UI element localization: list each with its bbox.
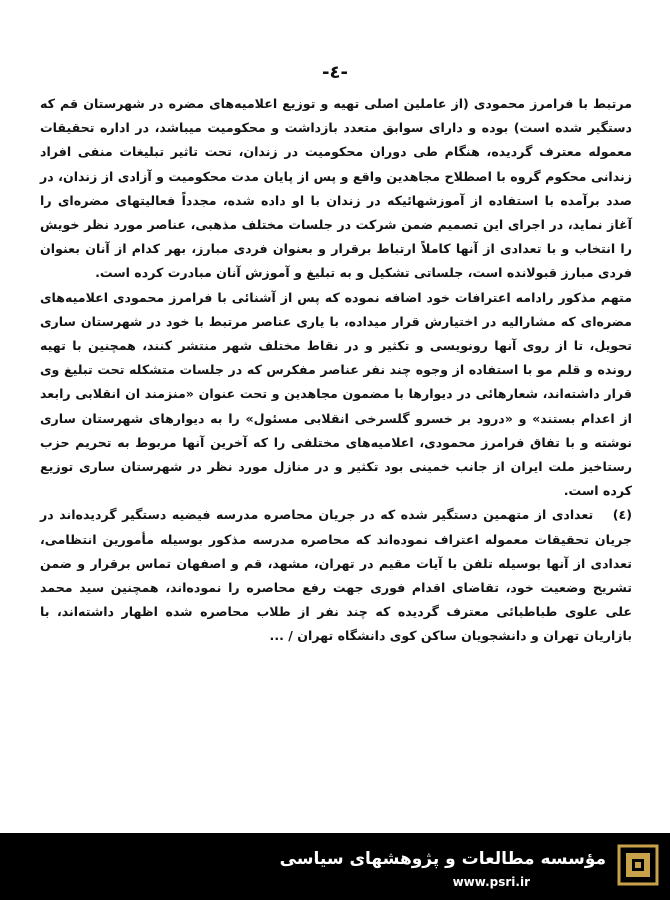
item-number-marker: (٤)	[612, 507, 632, 523]
page-number: -٤-	[322, 62, 348, 83]
paragraph-3-text: تعدادی از متهمین دستگیر شده که در جریان محاصره مدرسه فیضیه دستگیر گردیده‌اند در جریان تحقیقات معموله اعتراف نموده‌اند که محاصره مدرسه مذکور بوسیله مأمورین انتظامی، تعدادی از آنها بوسیله تلفن با آیات مقیم در تهران، مشهد، قم و اصفهان تماس برقرار و ضمن تشریح وضعیت خود، تقاضای اقدام فوری جهت رفع محاصره را نموده‌اند، همچنین سید محمد علی علوی طباطبائی معترف گردیده که چند نفر از طلاب محاصره شده اظهار داشته‌اند، با بازاریان تهران و دانشجویان ساکن کوی دانشگاه تهران / ...	[40, 507, 632, 644]
psri-logo-icon	[616, 843, 660, 887]
paragraph-1-text: مرتبط با فرامرز محمودی (از عاملین اصلی تهیه و توزیع اعلامیه‌های مضره در شهرستان قم که دستگیر شده است) بوده و دارای سوابق متعدد بازداشت و محکومیت میباشد، در اداره تحقیقات معموله معترف گردیده، هنگام طی دوران محکومیت در زندان، تحت تاثیر تبلیغات منفی افراد زندانی محکوم گروه با اصطلاح مجاهدین واقع و پس از پایان مدت محکومیت و آزادی از زندان، در صدد برآمده با استفاده از آموزشهائیکه در زندان با او داده شده، مجدداً فعالیتهای مضره‌ای را آغاز نماید، در اجرای این تصمیم ضمن شرکت در جلسات مختلف مذهبی، عناصر مورد نظر خویش را انتخاب و با تعدادی از آنها کاملاً ارتباط برقرار و بعنوان فردی مبارز، بهر کدام از آنان بعنوان فردی مبارز قبولانده است، جلساتی تشکیل و به تبلیغ و آموزش آنان مبادرت کرده است.	[40, 96, 632, 281]
paragraph-2-text: متهم مذکور رادامه اعترافات خود اضافه نموده که پس از آشنائی با فرامرز محمودی اعلامیه‌های مضره‌ای که مشارالیه در اختیارش قرار میداده، با یاری عناصر مرتبط با خود در شهرستان ساری تحویل، تا از روی آنها رونویسی و تکثیر و در نقاط مختلف شهر منتشر کنند، همچنین با تهیه رونده و قلم مو با استفاده از وجوه چند نفر عناصر مفکرس که در جلسات متشکله تحت تبلیغ وی قرار داشته‌اند، شعارهائی در دیوارها با مضمون مجاهدین و تحت عنوان «منزمند ان انقلابی رابعد از اعدام بستند» و «درود بر خسرو گلسرخی انقلابی مسئول» را به دیوارهای شهرستان ساری نوشته و با تفاق فرامرز محمودی، اعلامیه‌های مختلفی را که آخرین آنها مربوط به تحریم حزب رستاخیز ملت ایران از جانب خمینی بود تکثیر و در منازل مورد نظر در شهرستان ساری توزیع کرده است.	[40, 289, 632, 499]
paragraph-1	[40, 92, 632, 286]
paragraph-2	[40, 286, 632, 504]
paragraph-3	[40, 503, 632, 648]
archive-url: www.psri.ir	[452, 875, 530, 889]
archive-org-name: مؤسسه مطالعات و پژوهشهای سیاسی	[279, 849, 606, 869]
document-body	[40, 92, 632, 649]
archive-footer-banner	[0, 833, 670, 900]
